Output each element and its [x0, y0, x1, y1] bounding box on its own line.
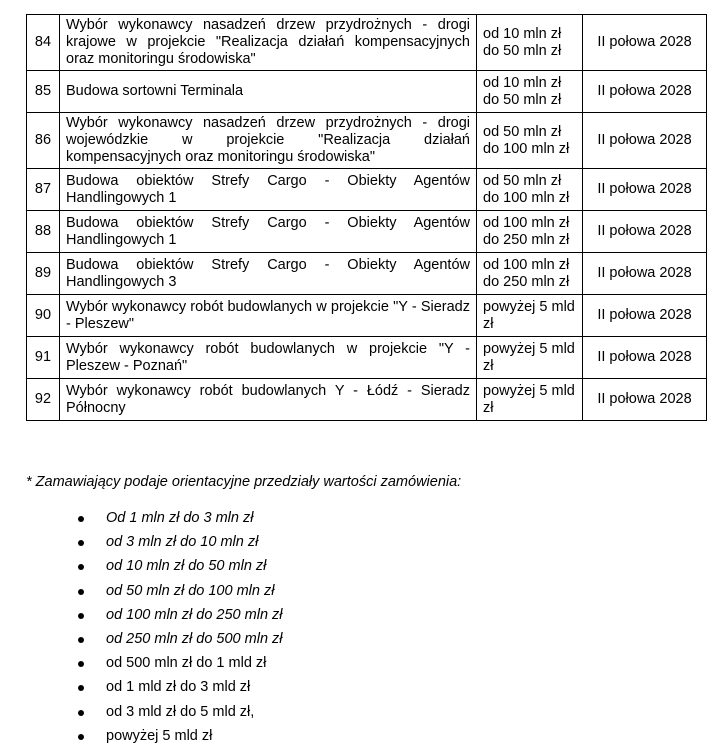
bullet-icon — [78, 589, 84, 595]
list-item — [74, 651, 283, 675]
list-item — [74, 603, 283, 627]
row-number: 90 — [27, 295, 60, 337]
planned-period: II połowa 2028 — [583, 71, 707, 113]
task-description: Wybór wykonawcy robót budowlanych w projekcie "Y - Sieradz - Pleszew" — [60, 295, 477, 337]
task-description: Budowa obiektów Strefy Cargo - Obiekty Agentów Handlingowych 1 — [60, 211, 477, 253]
value-range: powyżej 5 mld zł — [477, 295, 583, 337]
table-row — [27, 253, 707, 295]
row-number: 92 — [27, 379, 60, 421]
bullet-icon — [78, 661, 84, 667]
value-range: od 50 mln zł do 100 mln zł — [477, 113, 583, 169]
bullet-icon — [78, 516, 84, 522]
range-text: od 1 mld zł do 3 mld zł — [106, 679, 251, 696]
table-row — [27, 337, 707, 379]
range-text: powyżej 5 mld zł — [106, 727, 213, 744]
table-row — [27, 379, 707, 421]
bullet-icon — [78, 734, 84, 740]
bullet-icon — [78, 540, 84, 546]
list-item — [74, 627, 283, 651]
row-number: 91 — [27, 337, 60, 379]
range-text: od 50 mln zł do 100 mln zł — [106, 582, 275, 599]
footnote: * Zamawiający podaje orientacyjne przedziały wartości zamówienia: — [26, 474, 462, 490]
table-row — [27, 71, 707, 113]
planned-period: II połowa 2028 — [583, 169, 707, 211]
row-number: 84 — [27, 15, 60, 71]
value-ranges-list — [74, 506, 283, 748]
bullet-icon — [78, 710, 84, 716]
range-text: od 500 mln zł do 1 mld zł — [106, 655, 267, 672]
range-text: Od 1 mln zł do 3 mln zł — [106, 510, 254, 526]
procurement-table-body — [27, 15, 707, 421]
row-number: 86 — [27, 113, 60, 169]
task-description: Wybór wykonawcy nasadzeń drzew przydrożnych - drogi krajowe w projekcie "Realizacja działań kompensacyjnych oraz monitoringu środowiska" — [60, 15, 477, 71]
planned-period: II połowa 2028 — [583, 211, 707, 253]
planned-period: II połowa 2028 — [583, 15, 707, 71]
planned-period: II połowa 2028 — [583, 379, 707, 421]
list-item — [74, 530, 283, 554]
range-text: od 100 mln zł do 250 mln zł — [106, 606, 283, 623]
bullet-icon — [78, 613, 84, 619]
table-row — [27, 169, 707, 211]
range-text: od 10 mln zł do 50 mln zł — [106, 558, 267, 575]
value-range: od 10 mln zł do 50 mln zł — [477, 71, 583, 113]
table-row — [27, 211, 707, 253]
row-number: 85 — [27, 71, 60, 113]
range-text: od 3 mln zł do 10 mln zł — [106, 534, 259, 551]
bullet-icon — [78, 637, 84, 643]
planned-period: II połowa 2028 — [583, 253, 707, 295]
list-item — [74, 554, 283, 578]
list-item — [74, 579, 283, 603]
list-item — [74, 724, 283, 748]
range-text: od 250 mln zł do 500 mln zł — [106, 630, 283, 647]
task-description: Wybór wykonawcy nasadzeń drzew przydrożnych - drogi wojewódzkie w projekcie "Realizacja działań kompensacyjnych oraz monitoringu środowiska" — [60, 113, 477, 169]
value-range: powyżej 5 mld zł — [477, 337, 583, 379]
row-number: 88 — [27, 211, 60, 253]
bullet-icon — [78, 564, 84, 570]
value-range: od 100 mln zł do 250 mln zł — [477, 211, 583, 253]
value-range: od 10 mln zł do 50 mln zł — [477, 15, 583, 71]
table-row — [27, 113, 707, 169]
task-description: Budowa obiektów Strefy Cargo - Obiekty Agentów Handlingowych 3 — [60, 253, 477, 295]
task-description: Budowa obiektów Strefy Cargo - Obiekty Agentów Handlingowych 1 — [60, 169, 477, 211]
value-range: od 100 mln zł do 250 mln zł — [477, 253, 583, 295]
row-number: 87 — [27, 169, 60, 211]
planned-period: II połowa 2028 — [583, 113, 707, 169]
value-range: powyżej 5 mld zł — [477, 379, 583, 421]
row-number: 89 — [27, 253, 60, 295]
task-description: Wybór wykonawcy robót budowlanych w projekcie "Y - Pleszew - Poznań" — [60, 337, 477, 379]
planned-period: II połowa 2028 — [583, 295, 707, 337]
value-range: od 50 mln zł do 100 mln zł — [477, 169, 583, 211]
list-item — [74, 700, 283, 724]
table-row — [27, 15, 707, 71]
list-item — [74, 675, 283, 699]
task-description: Wybór wykonawcy robót budowlanych Y - Łódź - Sieradz Północny — [60, 379, 477, 421]
planned-period: II połowa 2028 — [583, 337, 707, 379]
table-row — [27, 295, 707, 337]
procurement-table — [26, 14, 707, 421]
range-text: od 3 mld zł do 5 mld zł, — [106, 703, 255, 720]
bullet-icon — [78, 685, 84, 691]
list-item — [74, 506, 283, 530]
task-description: Budowa sortowni Terminala — [60, 71, 477, 113]
